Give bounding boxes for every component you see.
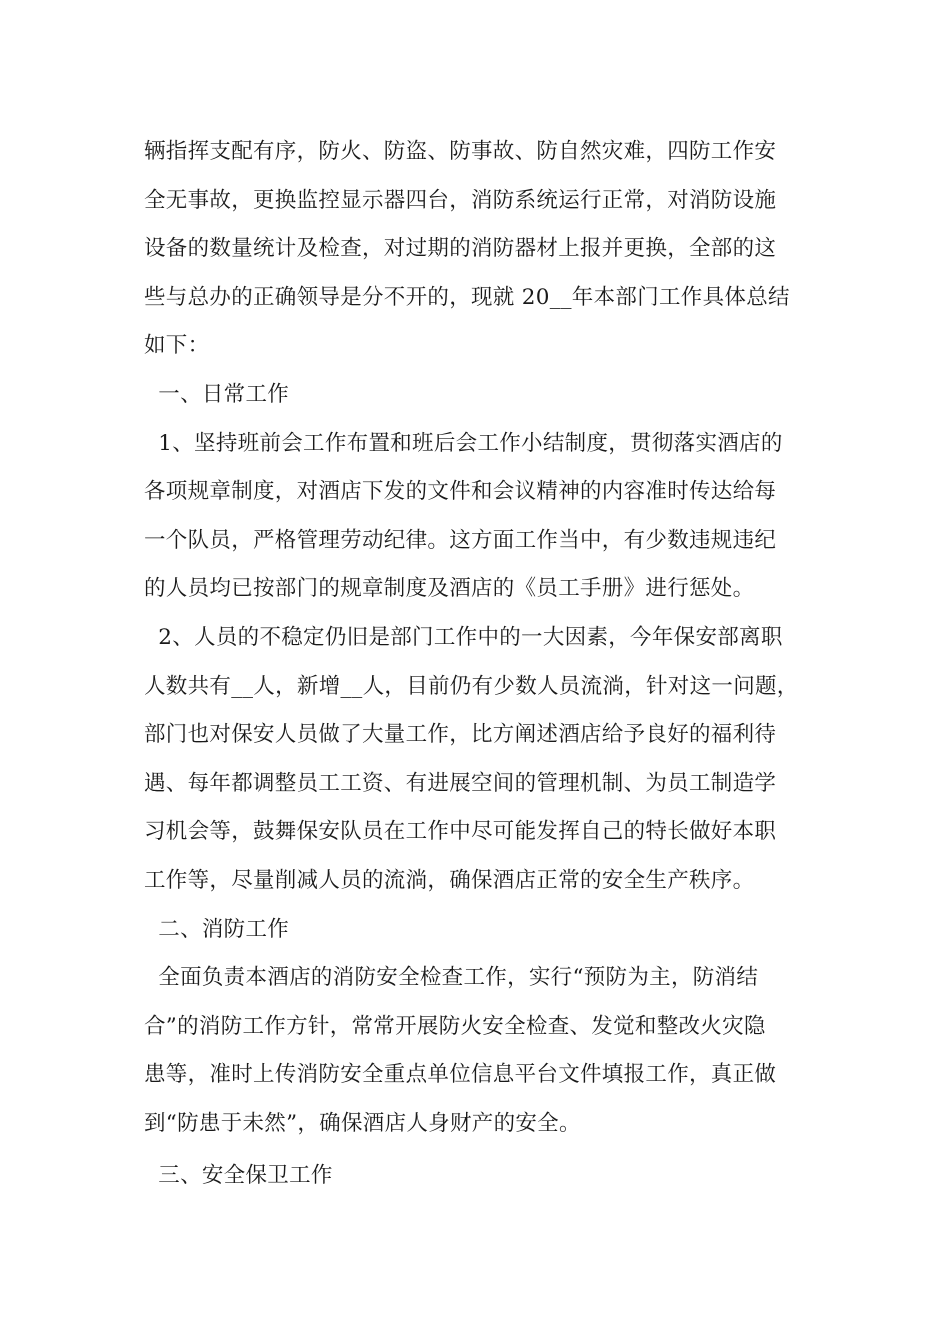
text-line: 各项规章制度，对酒店下发的文件和会议精神的内容准时传达给每 xyxy=(144,479,777,505)
text-line: 如下： xyxy=(144,333,210,359)
text-line: 工作等，尽量削减人员的流淌，确保酒店正常的安全生产秩序。 xyxy=(144,867,755,893)
text-line: 到“防患于未然”，确保酒店人身财产的安全。 xyxy=(144,1110,581,1136)
text-line: 习机会等，鼓舞保安队员在工作中尽可能发挥自己的特长做好本职 xyxy=(144,819,777,845)
section-heading: 一、日常工作 xyxy=(144,381,290,407)
section-heading: 三、安全保卫工作 xyxy=(144,1163,333,1189)
text-line: 部门也对保安人员做了大量工作，比方阐述酒店给予良好的福利待 xyxy=(144,722,777,748)
text-line: 一个队员，严格管理劳动纪律。这方面工作当中，有少数违规违纪 xyxy=(144,527,777,553)
text-line: 2、人员的不稳定仍旧是部门工作中的一大因素，今年保安部离职 xyxy=(144,624,783,650)
text-line: 辆指挥支配有序，防火、防盗、防事故、防自然灾难，四防工作安 xyxy=(144,139,777,164)
text-line: 全面负责本酒店的消防安全检查工作，实行“预防为主，防消结 xyxy=(144,965,759,991)
text-line: 遇、每年都调整员工工资、有进展空间的管理机制、为员工制造学 xyxy=(144,770,777,796)
text-line: 的人员均已按部门的规章制度及酒店的《员工手册》进行惩处。 xyxy=(144,576,755,602)
text-line: 人数共有__人，新增__人，目前仍有少数人员流淌，针对这一问题， xyxy=(144,673,799,699)
document-body xyxy=(144,128,824,1201)
text-line: 设备的数量统计及检查，对过期的消防器材上报并更换，全部的这 xyxy=(144,236,777,262)
text-line: 些与总办的正确领导是分不开的，现就 20__年本部门工作具体总结 xyxy=(144,284,790,310)
text-line: 1、坚持班前会工作布置和班后会工作小结制度，贯彻落实酒店的 xyxy=(144,430,783,456)
section-heading: 二、消防工作 xyxy=(144,916,290,942)
text-line: 患等，准时上传消防安全重点单位信息平台文件填报工作，真正做 xyxy=(144,1062,777,1088)
text-line: 全无事故，更换监控显示器四台，消防系统运行正常，对消防设施 xyxy=(144,187,777,213)
text-line: 合”的消防工作方针，常常开展防火安全检查、发觉和整改火灾隐 xyxy=(144,1013,766,1039)
